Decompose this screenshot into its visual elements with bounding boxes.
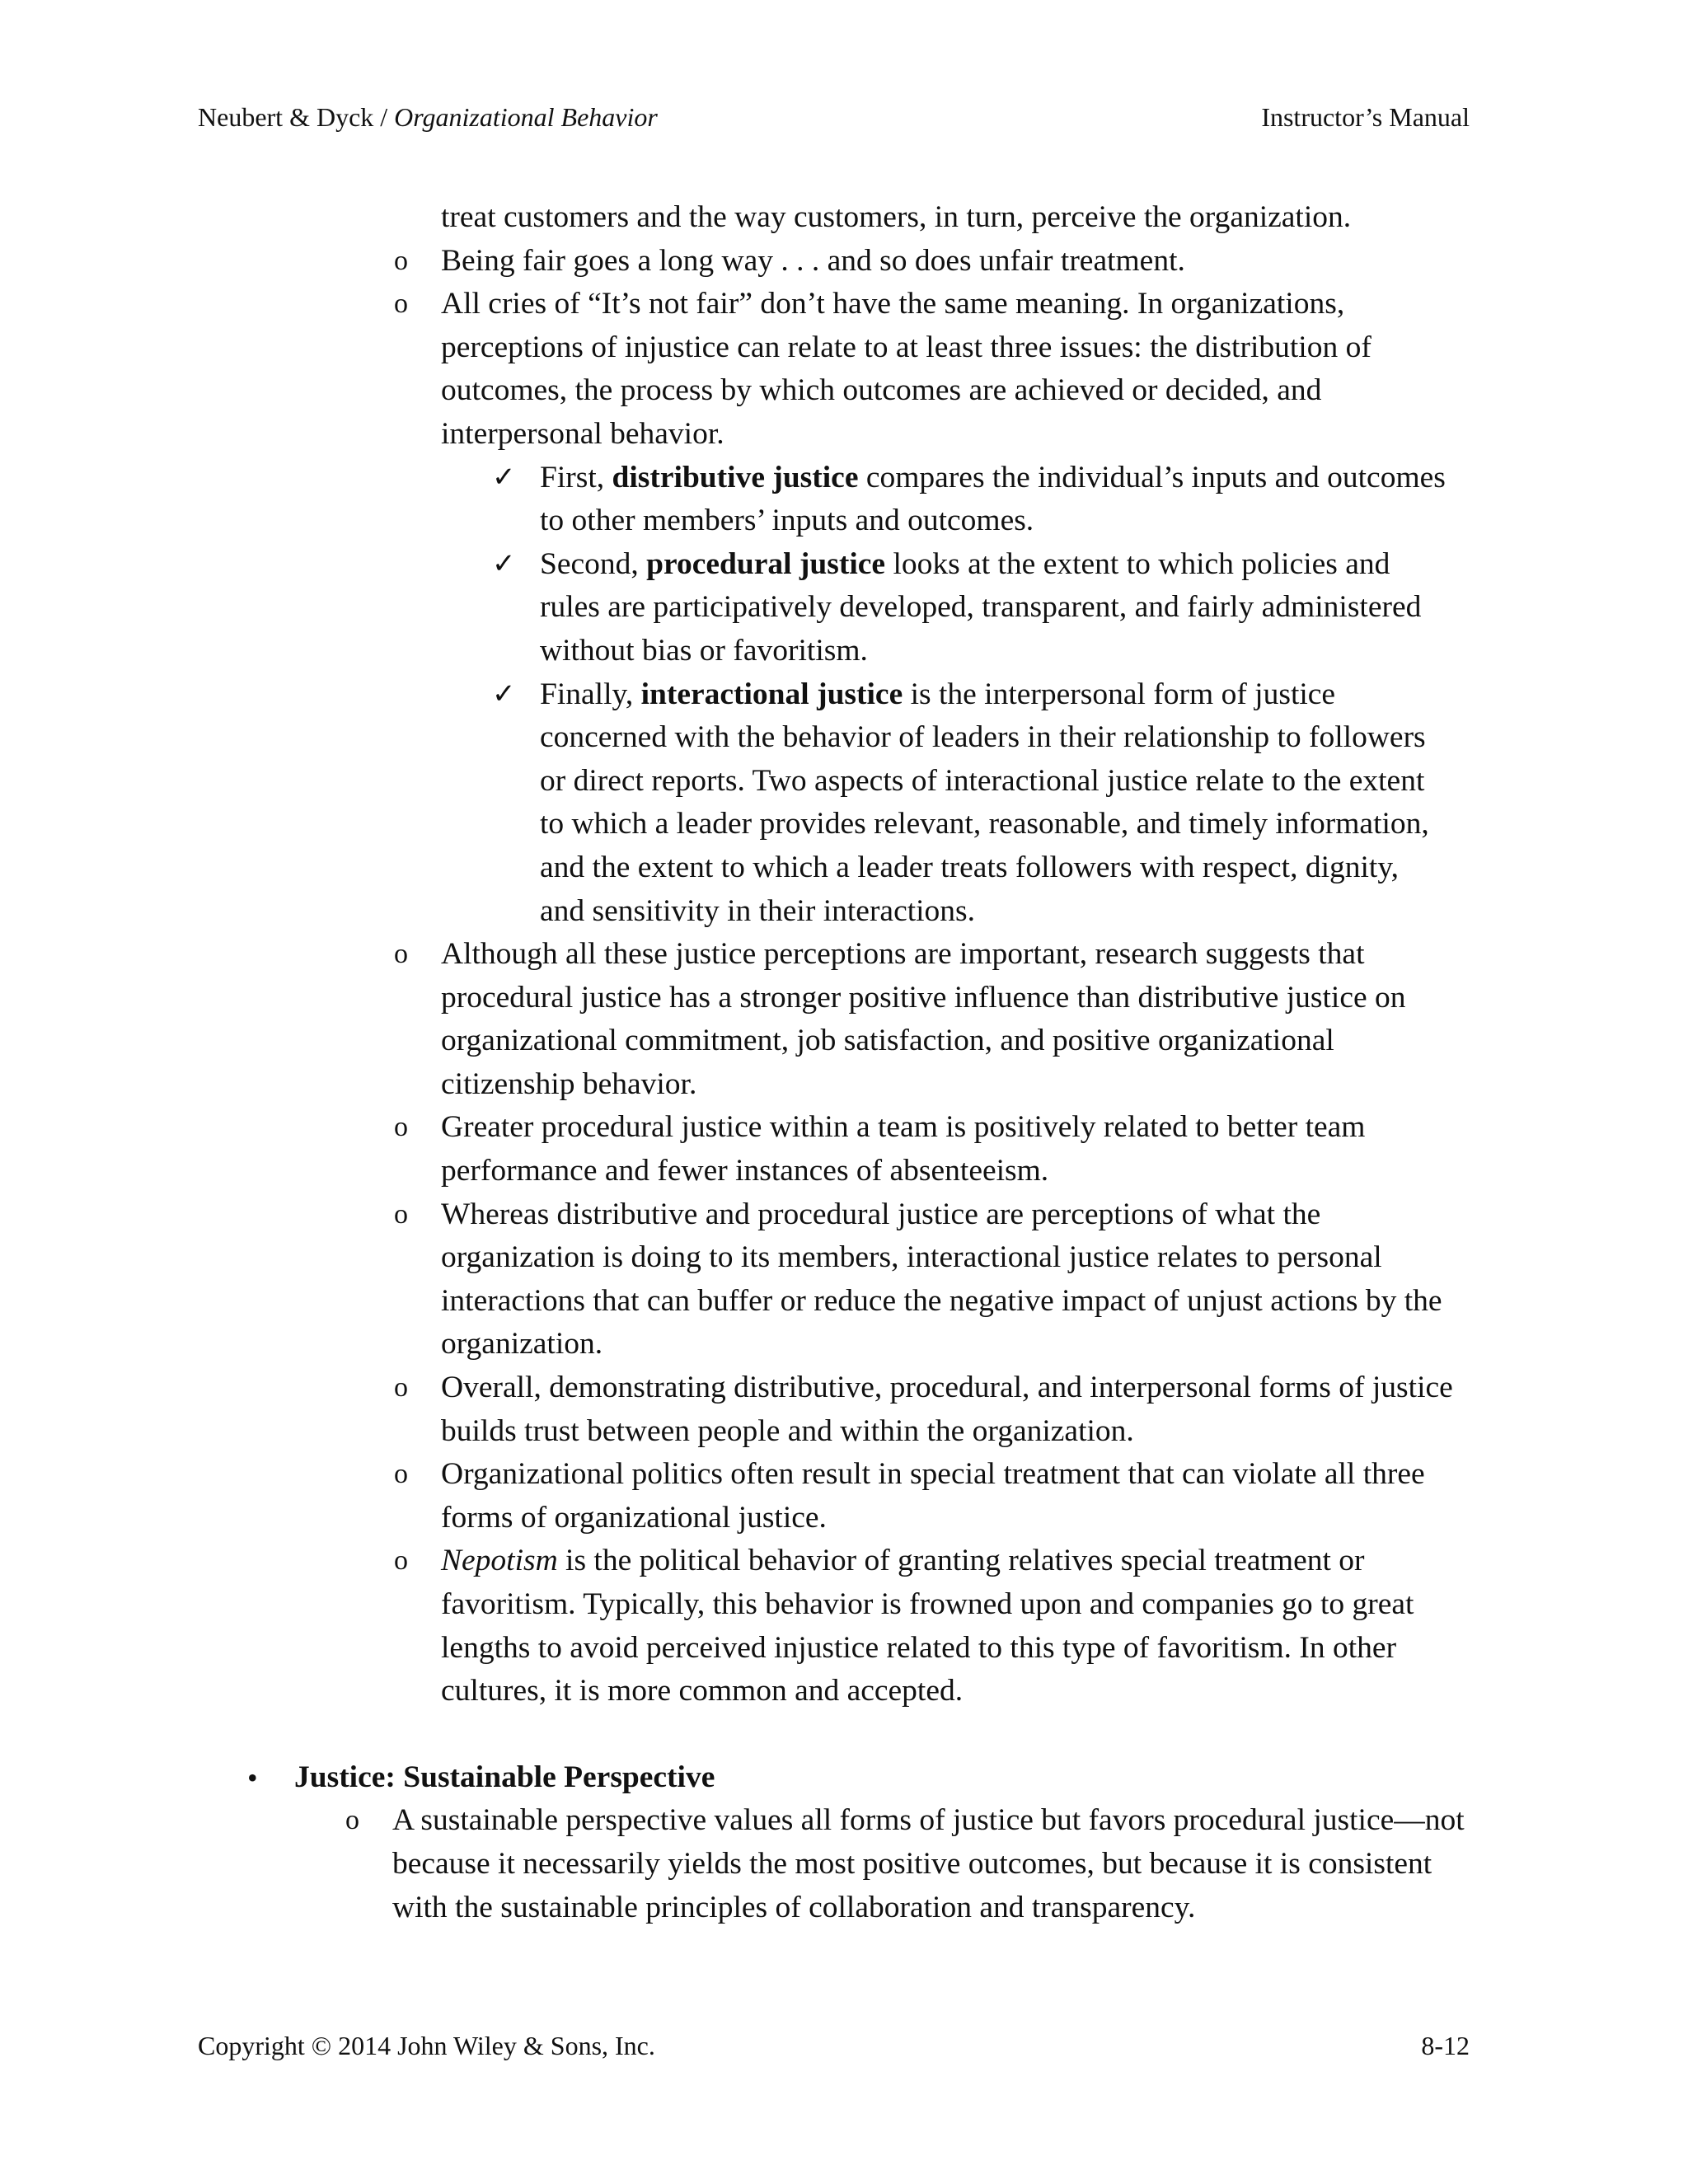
list-item xyxy=(394,283,1475,456)
section-heading-text: Justice: Sustainable Perspective xyxy=(294,1760,715,1794)
list-item xyxy=(345,1799,1480,1929)
circle-bullet-icon: o xyxy=(394,939,408,970)
circle-bullet-icon: o xyxy=(394,1459,408,1490)
check-item xyxy=(492,543,1447,673)
list-item xyxy=(394,1366,1475,1453)
check-item xyxy=(492,457,1447,543)
check-item-term: interactional justice xyxy=(640,677,903,711)
checkmark-icon: ✓ xyxy=(492,678,516,710)
page-header xyxy=(198,101,1470,134)
check-item-term: distributive justice xyxy=(612,460,859,494)
list-item xyxy=(394,1453,1475,1540)
header-right: Instructor’s Manual xyxy=(1261,102,1470,132)
list-item xyxy=(394,1540,1475,1713)
list-item-text: is the political behavior of granting relatives special treatment or favoritism. Typically, this behavior is frowned upon and companies go to great lengths to avoid perceived injustice related to this type of favoritism. In other cultures, it is more common and accepted. xyxy=(441,1544,1414,1708)
continuation-text: treat customers and the way customers, in turn, perceive the organization. xyxy=(441,200,1352,234)
checkmark-icon: ✓ xyxy=(492,548,516,579)
list-item-text: Greater procedural justice within a team is positively related to better team performance and fewer instances of absenteeism. xyxy=(441,1110,1366,1188)
check-item xyxy=(492,673,1447,934)
list-item-text: Whereas distributive and procedural justice are perceptions of what the organization is doing to its members, interactional justice relates to personal interactions that can buffer or reduce the negative impact of unjust actions by the organization. xyxy=(441,1197,1442,1361)
footer-copyright: Copyright © 2014 John Wiley & Sons, Inc. xyxy=(198,2031,655,2060)
circle-bullet-icon: o xyxy=(394,245,408,276)
circle-bullet-icon: o xyxy=(394,1545,408,1577)
bullet-icon: • xyxy=(247,1760,258,1794)
header-authors: Neubert & Dyck / xyxy=(198,102,395,132)
list-item-text: Overall, demonstrating distributive, procedural, and interpersonal forms of justice builds trust between people and within the organization. xyxy=(441,1371,1453,1448)
list-item-text: All cries of “It’s not fair” don’t have the same meaning. In organizations, perceptions of injustice can relate to at least three issues: the distribution of outcomes, the process by which outcomes are achieved or decided, and interpersonal behavior. xyxy=(441,287,1372,451)
list-item xyxy=(394,1193,1475,1366)
check-item-prefix: Finally, xyxy=(540,677,641,711)
circle-bullet-icon: o xyxy=(394,288,408,320)
check-item-text: compares the individual’s inputs and outcomes to other members’ inputs and outcomes. xyxy=(540,460,1446,538)
check-item-term: procedural justice xyxy=(646,546,886,581)
circle-bullet-icon: o xyxy=(394,1372,408,1404)
page-body xyxy=(0,196,1688,1929)
circle-bullet-icon: o xyxy=(345,1805,359,1836)
list-item xyxy=(394,240,1475,284)
check-item-prefix: Second, xyxy=(540,546,647,581)
header-book-title: Organizational Behavior xyxy=(394,102,658,132)
list-item xyxy=(394,1106,1475,1193)
circle-bullet-icon: o xyxy=(394,1198,408,1230)
header-left xyxy=(198,101,658,134)
list-item-term: Nepotism xyxy=(441,1544,558,1578)
list-item-text: Although all these justice perceptions are important, research suggests that procedural justice has a stronger positive influence than distributive justice on organizational commitment, job satisfaction, and positive organizational citizenship behavior. xyxy=(441,937,1406,1101)
section-heading xyxy=(247,1756,1465,1800)
list-item xyxy=(394,933,1475,1106)
list-item-text: Being fair goes a long way . . . and so does unfair treatment. xyxy=(441,243,1185,278)
check-item-text: looks at the extent to which policies and rules are participatively developed, transparent, and fairly administered without bias or favoritism. xyxy=(540,546,1422,668)
page-footer xyxy=(198,2029,1470,2062)
list-item-text: A sustainable perspective values all forms of justice but favors procedural justice—not because it necessarily yields the most positive outcomes, but because it is consistent with the sustainable principles of collaboration and transparency. xyxy=(392,1803,1465,1924)
circle-bullet-icon: o xyxy=(394,1112,408,1143)
list-item-text: Organizational politics often result in special treatment that can violate all three forms of organizational justice. xyxy=(441,1457,1425,1535)
checkmark-icon: ✓ xyxy=(492,462,516,493)
check-item-text: is the interpersonal form of justice concerned with the behavior of leaders in their relationship to followers or direct reports. Two aspects of interactional justice relate to the extent to which a leader provides relevant, reasonable, and timely information, and the extent to which a leader treats followers with respect, dignity, and sensitivity in their interactions. xyxy=(540,677,1429,928)
check-item-prefix: First, xyxy=(540,460,612,494)
page-number: 8-12 xyxy=(1421,2031,1470,2060)
